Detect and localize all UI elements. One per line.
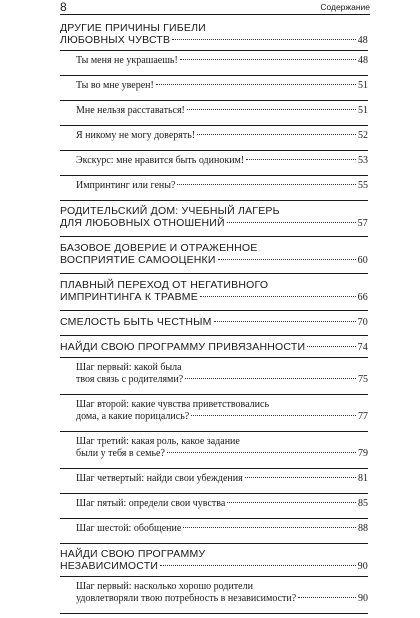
dot-leader <box>160 565 356 566</box>
spacer <box>60 192 368 197</box>
spacer <box>60 605 368 610</box>
toc-subentry-title: Шаг второй: какие чувства приветствовались <box>76 399 270 410</box>
section-rule <box>60 236 368 237</box>
dot-leader <box>245 477 356 478</box>
spacer <box>60 386 368 391</box>
section-rule <box>60 273 368 274</box>
toc-subentry-title: твоя связь с родителями? <box>76 374 184 385</box>
spacer <box>60 117 368 122</box>
toc-page-number: 75 <box>358 374 368 385</box>
toc-chapter-title: ЛЮБОВНЫХ ЧУВСТВ <box>60 34 171 46</box>
toc-subentry[interactable] <box>76 399 368 423</box>
toc-subentry-title: Ты во мне уверен! <box>76 80 154 91</box>
spacer <box>60 460 368 465</box>
toc-subentry-title: Ты меня не украшаешь! <box>76 55 178 66</box>
dot-leader <box>187 109 356 110</box>
entry-rule <box>60 150 368 151</box>
toc-chapter-title: НАЙДИ СВОЮ ПРОГРАММУ <box>60 548 206 560</box>
toc-page-number: 85 <box>358 498 368 509</box>
dot-leader <box>218 259 356 260</box>
toc-chapter[interactable] <box>60 205 368 230</box>
section-rule <box>60 357 368 358</box>
toc-subentry-title: Я никому не могу доверять! <box>76 130 196 141</box>
toc-page-number: 74 <box>357 342 368 353</box>
toc-subentry[interactable] <box>76 473 368 485</box>
dot-leader <box>180 59 356 60</box>
toc-chapter-title: РОДИТЕЛЬСКИЙ ДОМ: УЧЕБНЫЙ ЛАГЕРЬ <box>60 205 280 217</box>
toc-subentry[interactable] <box>76 436 368 460</box>
toc-subentry[interactable] <box>76 498 368 510</box>
toc-subentry-title: Импринтинг или гены? <box>76 180 176 191</box>
entry-rule <box>60 175 368 176</box>
toc-subentry-title: Шаг пятый: определи свои чувства <box>76 498 226 509</box>
table-of-contents <box>60 22 368 618</box>
toc-subentry-title: Шаг первый: насколько хорошо родители <box>76 581 253 592</box>
toc-page-number: 77 <box>358 411 368 422</box>
toc-chapter[interactable] <box>60 279 368 304</box>
toc-subentry[interactable] <box>76 130 368 142</box>
dot-leader <box>191 415 356 416</box>
spacer <box>60 67 368 72</box>
dot-leader <box>172 39 355 40</box>
toc-subentry-title: Шаг первый: какой была <box>76 362 182 373</box>
toc-page-number: 60 <box>357 255 368 266</box>
dot-leader <box>307 346 355 347</box>
toc-subentry-title: Мне нельзя расставаться! <box>76 105 185 116</box>
spacer <box>60 535 368 540</box>
section-rule <box>60 310 368 311</box>
entry-rule <box>60 543 368 544</box>
toc-page-number: 90 <box>357 561 368 572</box>
toc-page-number: 90 <box>358 593 368 604</box>
toc-subentry[interactable] <box>76 362 368 386</box>
toc-subentry-title: удовлетворяли твою потребность в независимости? <box>76 593 297 604</box>
toc-subentry-title: дома, а какие порицались? <box>76 411 190 422</box>
toc-chapter-title: НЕЗАВИСИМОСТИ <box>60 560 159 572</box>
entry-rule <box>60 100 368 101</box>
toc-chapter-title: ДРУГИЕ ПРИЧИНЫ ГИБЕЛИ <box>60 22 206 34</box>
toc-chapter[interactable] <box>60 22 368 47</box>
entry-rule <box>60 613 368 614</box>
spacer <box>60 92 368 97</box>
dot-leader <box>200 296 356 297</box>
running-head: Содержание <box>320 2 370 12</box>
toc-page-number: 55 <box>358 180 368 191</box>
toc-page-number: 51 <box>358 80 368 91</box>
toc-page-number: 57 <box>357 218 368 229</box>
dot-leader <box>227 222 356 223</box>
header-rule <box>60 14 370 15</box>
page-number: 8 <box>60 0 67 14</box>
toc-subentry[interactable] <box>76 105 368 117</box>
toc-subentry[interactable] <box>76 581 368 605</box>
toc-subentry[interactable] <box>76 155 368 167</box>
toc-subentry[interactable] <box>76 180 368 192</box>
toc-subentry-title: Шаг четвертый: найди свои убеждения <box>76 473 243 484</box>
dot-leader <box>167 452 356 453</box>
toc-chapter-title: ВОСПРИЯТИЕ САМООЦЕНКИ <box>60 254 216 266</box>
spacer <box>60 510 368 515</box>
toc-chapter-title: СМЕЛОСТЬ БЫТЬ ЧЕСТНЫМ <box>60 316 212 328</box>
toc-page-number: 79 <box>358 448 368 459</box>
spacer <box>60 167 368 172</box>
entry-rule <box>60 431 368 432</box>
toc-page-number: 88 <box>358 523 368 534</box>
toc-page-number: 81 <box>358 473 368 484</box>
entry-rule <box>60 75 368 76</box>
toc-chapter[interactable] <box>60 316 368 329</box>
toc-page-number: 70 <box>357 317 368 328</box>
section-rule <box>60 50 368 51</box>
spacer <box>60 485 368 490</box>
dot-leader <box>298 597 356 598</box>
toc-chapter-title: ДЛЯ ЛЮБОВНЫХ ОТНОШЕНИЙ <box>60 217 225 229</box>
toc-page-number: 51 <box>358 105 368 116</box>
dot-leader <box>177 184 356 185</box>
toc-subentry-title: Шаг шестой: обобщение <box>76 523 182 534</box>
toc-page-number: 48 <box>358 55 368 66</box>
toc-subentry-title: были у тебя в семье? <box>76 448 165 459</box>
section-rule <box>60 335 368 336</box>
toc-chapter-title: ПЛАВНЫЙ ПЕРЕХОД ОТ НЕГАТИВНОГО <box>60 279 269 291</box>
spacer <box>60 142 368 147</box>
toc-subentry-title: Экскурс: мне нравится быть одиноким! <box>76 155 245 166</box>
toc-subentry-title: Шаг третий: какая роль, какое задание <box>76 436 240 447</box>
dot-leader <box>156 84 356 85</box>
section-rule <box>60 576 368 577</box>
toc-chapter[interactable] <box>60 341 368 354</box>
toc-page-number: 53 <box>358 155 368 166</box>
toc-page-number: 48 <box>357 35 368 46</box>
toc-chapter-title: ИМПРИНТИНГА К ТРАВМЕ <box>60 291 198 303</box>
toc-chapter[interactable] <box>60 242 368 267</box>
toc-subentry[interactable] <box>76 523 368 535</box>
dot-leader <box>183 527 356 528</box>
spacer <box>60 423 368 428</box>
toc-chapter-title: БАЗОВОЕ ДОВЕРИЕ И ОТРАЖЕННОЕ <box>60 242 258 254</box>
toc-chapter[interactable] <box>60 548 368 573</box>
toc-subentry[interactable] <box>76 55 368 67</box>
entry-rule <box>60 200 368 201</box>
dot-leader <box>197 134 356 135</box>
toc-page-number: 66 <box>357 292 368 303</box>
toc-subentry[interactable] <box>76 80 368 92</box>
entry-rule <box>60 518 368 519</box>
toc-chapter-title: НАЙДИ СВОЮ ПРОГРАММУ ПРИВЯЗАННОСТИ <box>60 341 306 353</box>
toc-page-number: 52 <box>358 130 368 141</box>
dot-leader <box>214 321 356 322</box>
dot-leader <box>227 502 356 503</box>
entry-rule <box>60 394 368 395</box>
entry-rule <box>60 125 368 126</box>
entry-rule <box>60 493 368 494</box>
dot-leader <box>246 159 356 160</box>
dot-leader <box>185 378 356 379</box>
entry-rule <box>60 468 368 469</box>
